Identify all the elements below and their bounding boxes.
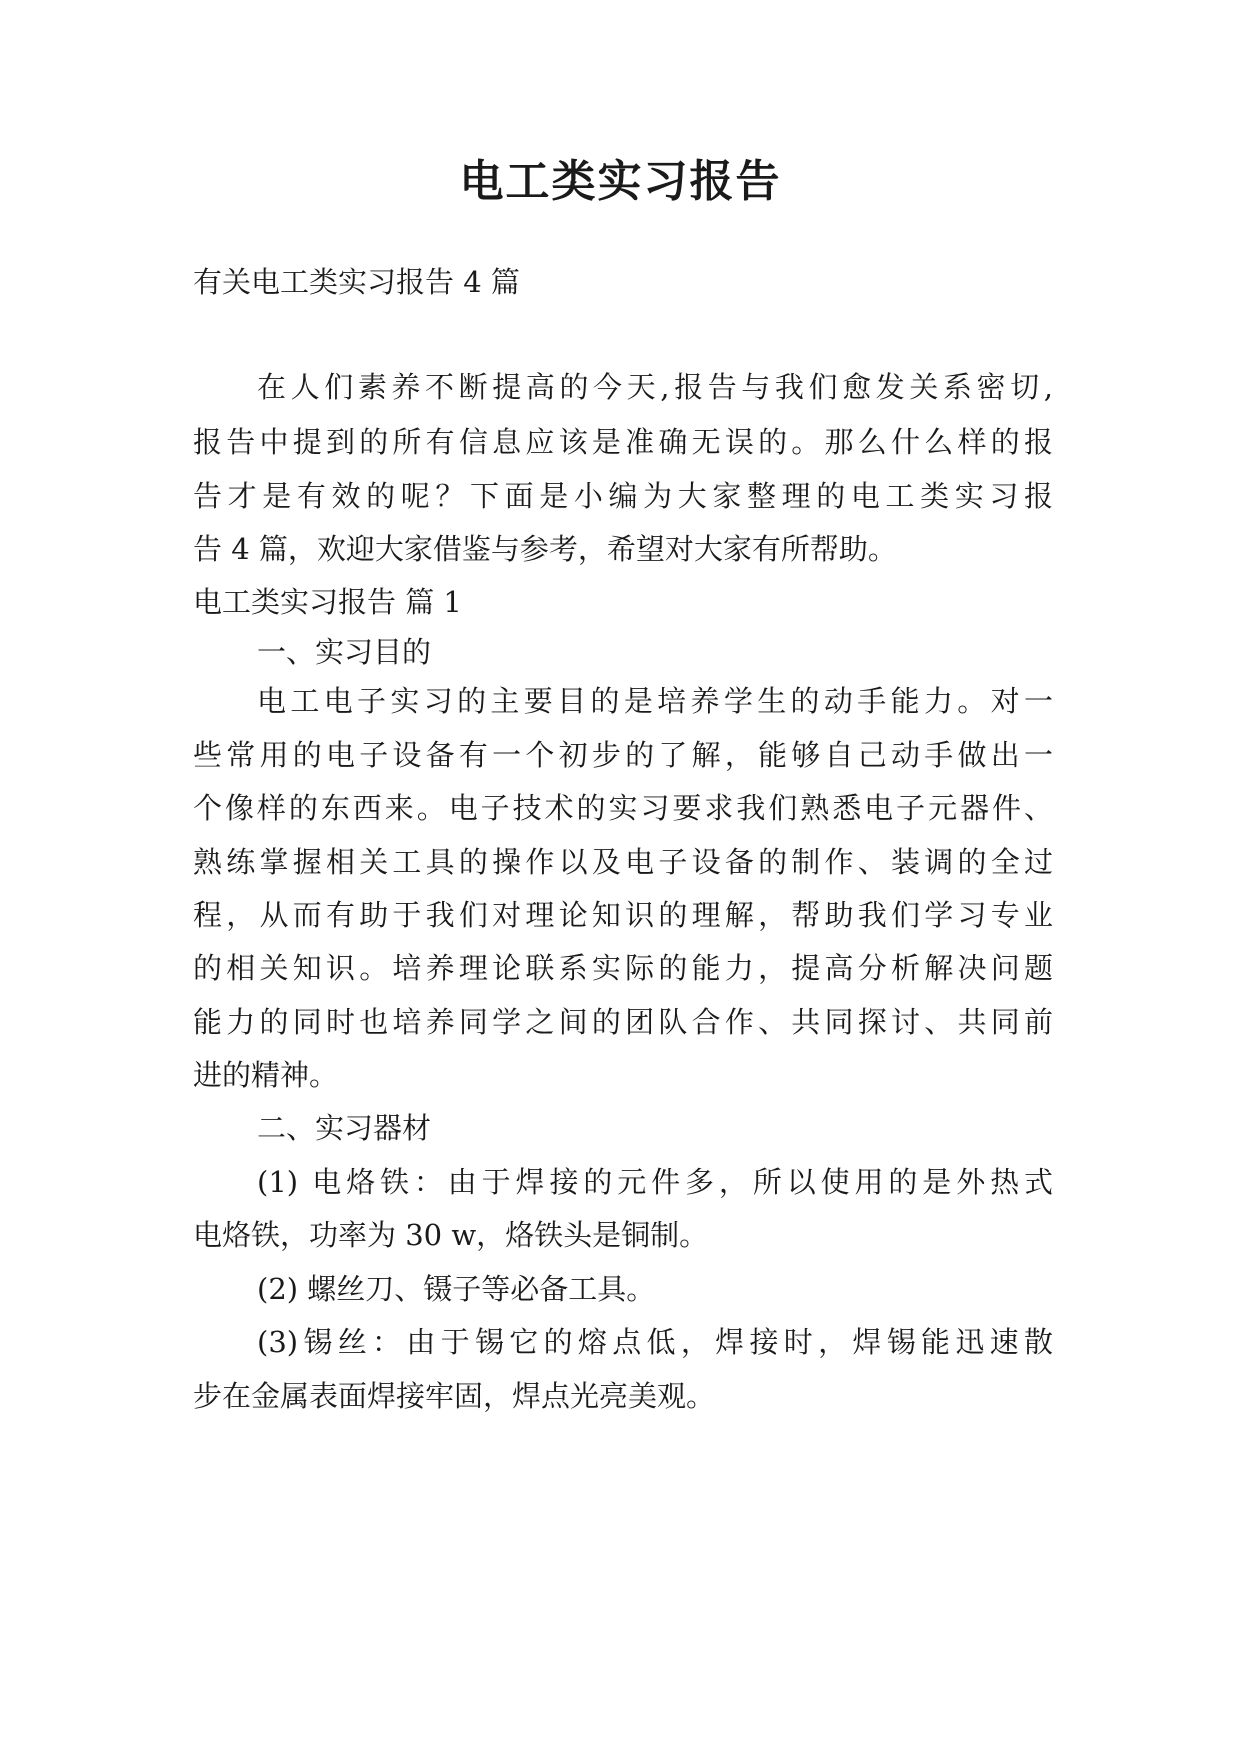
paragraph-line: 步在金属表面焊接牢固，焊点光亮美观。 (193, 1379, 716, 1413)
paragraph-line: 的相关知识。培养理论联系实际的能力，提高分析解决问题 (193, 951, 1053, 985)
paragraph-line: 电烙铁，功率为 30 w，烙铁头是铜制。 (193, 1218, 709, 1252)
paragraph-line: 个像样的东西来。电子技术的实习要求我们熟悉电子元器件、 (193, 791, 1053, 825)
paragraph-line: (2) 螺丝刀、镊子等必备工具。 (257, 1272, 656, 1306)
paragraph-line: 程，从而有助于我们对理论知识的理解，帮助我们学习专业 (193, 898, 1053, 932)
page-title: 电工类实习报告 (459, 156, 782, 207)
subsection-heading: 二、实习器材 (257, 1111, 432, 1145)
section-heading: 电工类实习报告 篇 1 (193, 585, 462, 619)
paragraph-line: 在人们素养不断提高的今天,报告与我们愈发关系密切, (257, 370, 1053, 404)
paragraph-line: 报告中提到的所有信息应该是准确无误的。那么什么样的报 (193, 425, 1053, 459)
paragraph-line: 进的精神。 (193, 1058, 339, 1092)
paragraph-line: 些常用的电子设备有一个初步的了解，能够自己动手做出一 (193, 738, 1053, 772)
paragraph-line: 能力的同时也培养同学之间的团队合作、共同探讨、共同前 (193, 1005, 1053, 1039)
paragraph-line: (3)锡丝：由于锡它的熔点低，焊接时，焊锡能迅速散 (257, 1325, 1053, 1359)
paragraph-line: 告才是有效的呢？下面是小编为大家整理的电工类实习报 (193, 479, 1053, 513)
paragraph-line: 告 4 篇，欢迎大家借鉴与参考，希望对大家有所帮助。 (193, 532, 897, 566)
paragraph-line: 电工电子实习的主要目的是培养学生的动手能力。对一 (257, 684, 1053, 718)
paragraph-line: (1) 电烙铁：由于焊接的元件多，所以使用的是外热式 (257, 1165, 1053, 1199)
paragraph-line: 熟练掌握相关工具的操作以及电子设备的制作、装调的全过 (193, 845, 1053, 879)
document-subtitle: 有关电工类实习报告 4 篇 (193, 265, 520, 299)
subsection-heading: 一、实习目的 (257, 635, 432, 669)
